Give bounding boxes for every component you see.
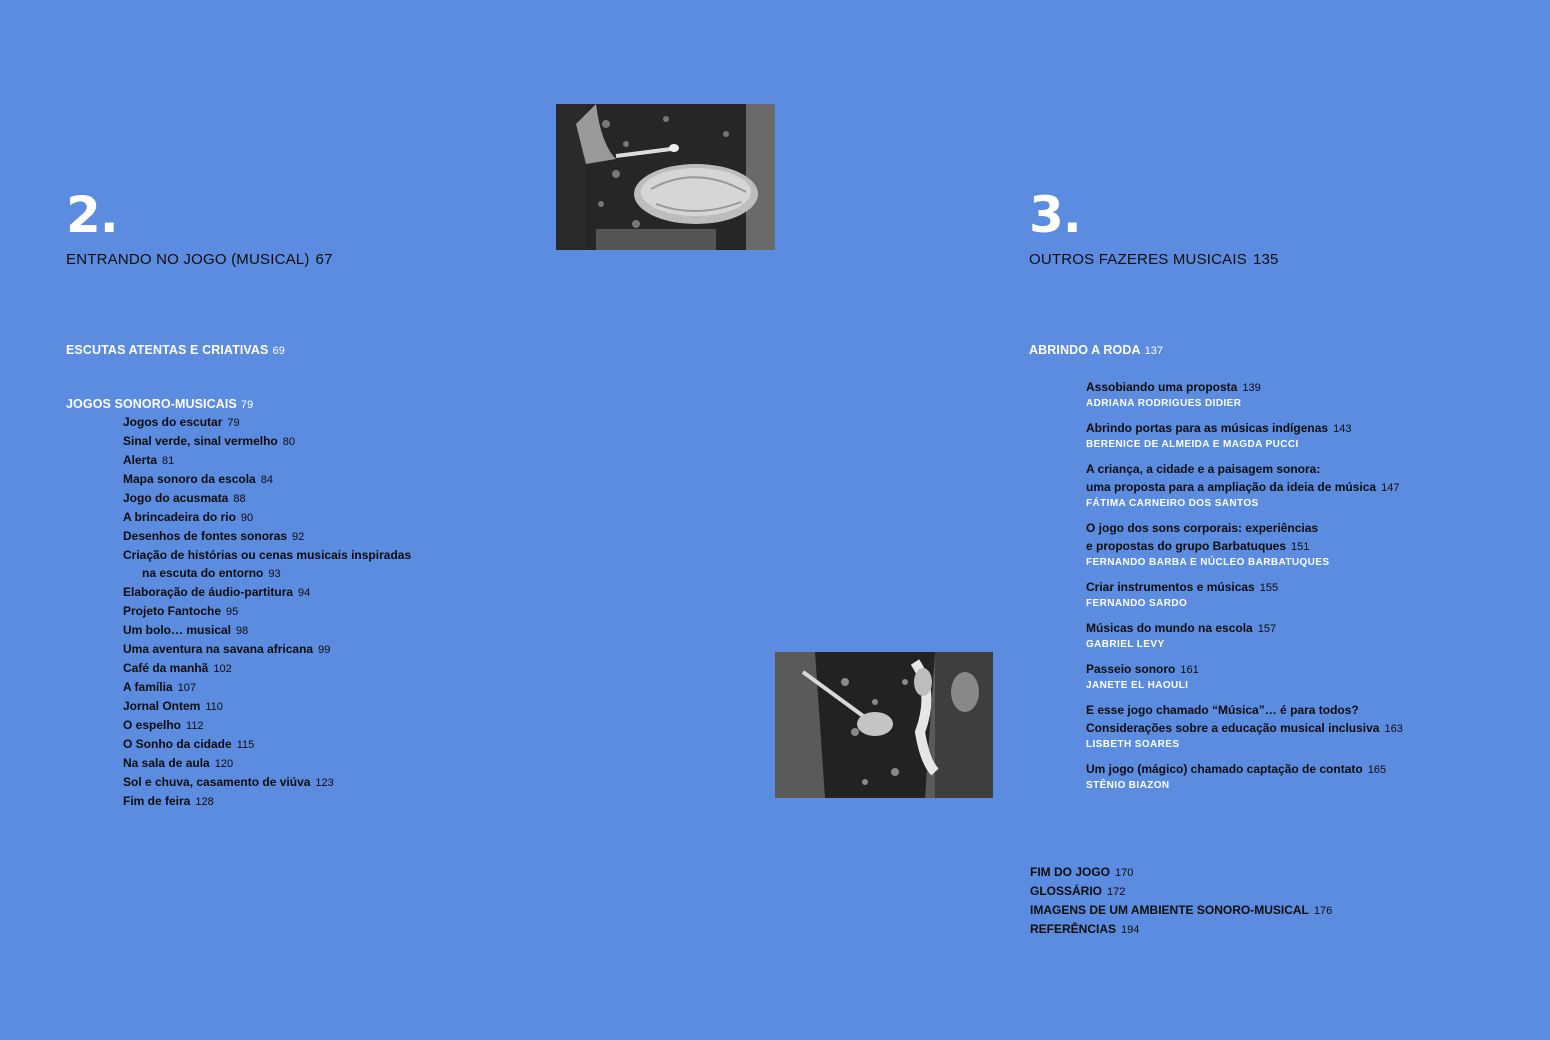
toc-section-jogos[interactable] (66, 397, 253, 411)
toc-item-page: 84 (260, 474, 273, 486)
toc-entry-title: Criar instrumentos e músicas (1086, 580, 1255, 594)
chapter-2-number: 2. (66, 186, 118, 244)
toc-entry[interactable] (1086, 701, 1403, 750)
toc-item-page: 81 (162, 455, 175, 467)
toc-item-label: O espelho (123, 718, 182, 732)
toc-item-page: 107 (177, 682, 196, 694)
toc-item-page: 93 (268, 568, 281, 580)
toc-item-page: 99 (318, 644, 331, 656)
toc-entry-author: GABRIEL LEVY (1086, 639, 1165, 650)
chapter-2-title-page: 67 (315, 251, 333, 268)
toc-entry-title-cont: uma proposta para a ampliação da ideia de música (1086, 480, 1377, 494)
toc-item-label: O Sonho da cidade (123, 737, 232, 751)
toc-entry-title: Músicas do mundo na escola (1086, 621, 1253, 635)
toc-item[interactable] (123, 773, 411, 792)
toc-item[interactable] (123, 716, 411, 735)
toc-entry[interactable] (1086, 660, 1403, 691)
chapter-2-title-label: ENTRANDO NO JOGO (MUSICAL) (66, 251, 310, 268)
toc-end-item-label: IMAGENS DE UM AMBIENTE SONORO-MUSICAL (1030, 903, 1309, 917)
chapter-2-title[interactable] (66, 251, 333, 268)
toc-item-label: Jogos do escutar (123, 415, 223, 429)
toc-item[interactable] (123, 602, 411, 621)
toc-entry-title: E esse jogo chamado “Música”… é para todos? (1086, 703, 1359, 717)
toc-entry-page: 151 (1291, 541, 1310, 553)
toc-entry-author: FÁTIMA CARNEIRO DOS SANTOS (1086, 498, 1259, 509)
toc-entry[interactable] (1086, 460, 1403, 509)
left-item-list (123, 413, 411, 811)
toc-entry[interactable] (1086, 378, 1403, 409)
toc-end-item-label: FIM DO JOGO (1030, 865, 1111, 879)
chapter-3-title[interactable] (1029, 251, 1279, 268)
toc-entry-title-cont: e propostas do grupo Barbatuques (1086, 539, 1287, 553)
toc-entry-author: STÊNIO BIAZON (1086, 780, 1170, 791)
toc-entry[interactable] (1086, 619, 1403, 650)
toc-item[interactable] (123, 470, 411, 489)
toc-entry[interactable] (1086, 419, 1403, 450)
right-entry-list (1086, 378, 1403, 801)
toc-item-page: 115 (236, 739, 255, 751)
toc-entry-author: FERNANDO SARDO (1086, 598, 1188, 609)
toc-entry-title: O jogo dos sons corporais: experiências (1086, 521, 1319, 535)
toc-item-page: 120 (214, 758, 234, 770)
toc-end-item[interactable] (1030, 863, 1332, 882)
toc-entry-author: BERENICE DE ALMEIDA E MAGDA PUCCI (1086, 439, 1299, 450)
toc-item[interactable] (123, 678, 411, 697)
toc-item[interactable] (123, 583, 411, 602)
toc-item-page: 88 (233, 493, 246, 505)
toc-item[interactable] (123, 508, 411, 527)
toc-end-item[interactable] (1030, 901, 1332, 920)
photo-turtle-shell-instrument (556, 104, 775, 250)
section-label: ESCUTAS ATENTAS E CRIATIVAS (66, 343, 269, 357)
toc-entry-author: FERNANDO BARBA E NÚCLEO BARBATUQUES (1086, 557, 1330, 568)
toc-entry-author: JANETE EL HAOULI (1086, 680, 1189, 691)
toc-item[interactable] (123, 697, 411, 716)
toc-section-abrindo[interactable] (1029, 343, 1163, 357)
toc-item-page: 128 (195, 796, 214, 808)
toc-entry-title: Passeio sonoro (1086, 662, 1176, 676)
toc-item-label-cont: na escuta do entorno (142, 566, 264, 580)
toc-end-item-page: 194 (1121, 924, 1140, 936)
toc-item-label: Desenhos de fontes sonoras (123, 529, 288, 543)
toc-entry-page: 163 (1384, 723, 1403, 735)
toc-item[interactable] (123, 621, 411, 640)
toc-item-page: 112 (186, 720, 204, 732)
toc-item[interactable] (123, 489, 411, 508)
chapter-3-number: 3. (1029, 186, 1081, 244)
chapter-3-title-page: 135 (1252, 251, 1279, 268)
section-page: 69 (272, 345, 285, 357)
toc-item-label: Na sala de aula (123, 756, 210, 770)
toc-entry-title: Assobiando uma proposta (1086, 380, 1238, 394)
toc-end-item-label: GLOSSÁRIO (1030, 884, 1103, 898)
section-page: 79 (240, 399, 254, 411)
toc-item-label: A família (123, 680, 173, 694)
toc-entry[interactable] (1086, 760, 1403, 791)
toc-item-page: 123 (315, 777, 334, 789)
toc-entry-title: Abrindo portas para as músicas indígenas (1086, 421, 1329, 435)
toc-item[interactable] (123, 792, 411, 811)
section-page: 137 (1144, 345, 1164, 357)
section-label: JOGOS SONORO-MUSICAIS (66, 397, 237, 411)
toc-item-page: 94 (298, 587, 311, 599)
toc-entry-author: ADRIANA RODRIGUES DIDIER (1086, 398, 1242, 409)
toc-item-page: 79 (227, 417, 240, 429)
toc-item-page: 95 (226, 606, 239, 618)
toc-item[interactable] (123, 413, 411, 432)
toc-end-item[interactable] (1030, 882, 1332, 901)
toc-item-label: Elaboração de áudio-partitura (123, 585, 294, 599)
toc-item[interactable] (123, 659, 411, 678)
toc-item[interactable] (123, 735, 411, 754)
toc-item[interactable] (123, 754, 411, 773)
chapter-3-title-label: OUTROS FAZERES MUSICAIS (1029, 251, 1247, 268)
toc-entry-author: LISBETH SOARES (1086, 739, 1180, 750)
toc-entry-title: Um jogo (mágico) chamado captação de contato (1086, 762, 1363, 776)
toc-item-label: Jogo do acusmata (123, 491, 229, 505)
toc-item-label: Mapa sonoro da escola (123, 472, 256, 486)
toc-item[interactable] (123, 432, 411, 451)
toc-entry-page: 165 (1367, 764, 1387, 776)
toc-end-item-page: 170 (1115, 867, 1134, 879)
toc-entry[interactable] (1086, 578, 1403, 609)
toc-item-label: Sinal verde, sinal vermelho (123, 434, 278, 448)
photo-instrument-player (775, 652, 993, 798)
toc-item-page: 90 (240, 512, 254, 524)
toc-item-label: Fim de feira (123, 794, 191, 808)
toc-item-page: 110 (205, 701, 223, 713)
toc-item[interactable] (123, 527, 411, 546)
toc-entry-title: A criança, a cidade e a paisagem sonora: (1086, 462, 1321, 476)
toc-item-page: 80 (282, 436, 295, 448)
toc-end-item-page: 176 (1313, 905, 1333, 917)
toc-entry-page: 139 (1242, 382, 1261, 394)
toc-end-item-label: REFERÊNCIAS (1030, 922, 1117, 936)
toc-item-label: Alerta (123, 453, 158, 467)
end-matter-list (1030, 863, 1332, 939)
toc-entry-page: 143 (1333, 423, 1352, 435)
toc-item-label: Uma aventura na savana africana (123, 642, 314, 656)
toc-entry-page: 147 (1381, 482, 1400, 494)
toc-item-page: 102 (213, 663, 232, 675)
toc-entry-page: 157 (1257, 623, 1277, 635)
toc-entry-title-cont: Considerações sobre a educação musical inclusiva (1086, 721, 1380, 735)
toc-item-page: 92 (292, 531, 305, 543)
toc-item-label: Café da manhã (123, 661, 209, 675)
toc-item-label: Um bolo… musical (123, 623, 232, 637)
toc-item-label: Projeto Fantoche (123, 604, 222, 618)
toc-item-label: Jornal Ontem (123, 699, 201, 713)
toc-section-escutas[interactable] (66, 343, 285, 357)
toc-item-label: Sol e chuva, casamento de viúva (123, 775, 311, 789)
toc-item[interactable] (123, 640, 411, 659)
toc-item-label: Criação de histórias ou cenas musicais inspiradas (123, 548, 412, 562)
toc-entry-page: 155 (1259, 582, 1279, 594)
toc-item[interactable] (123, 546, 411, 583)
toc-item-label: A brincadeira do rio (123, 510, 236, 524)
toc-end-item[interactable] (1030, 920, 1332, 939)
toc-entry-page: 161 (1180, 664, 1199, 676)
toc-entry[interactable] (1086, 519, 1403, 568)
toc-item-page: 98 (236, 625, 249, 637)
toc-item[interactable] (123, 451, 411, 470)
toc-end-item-page: 172 (1107, 886, 1126, 898)
section-label: ABRINDO A RODA (1029, 343, 1141, 357)
